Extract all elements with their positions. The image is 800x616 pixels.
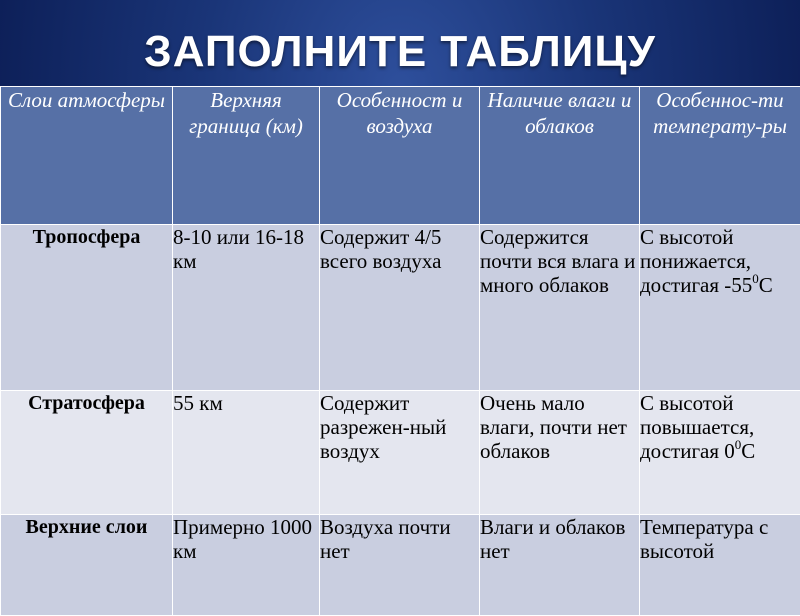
table-row [1, 225, 800, 391]
degree-superscript: 0 [735, 437, 742, 452]
header-temperature: Особеннос-ти температу-ры [640, 87, 800, 225]
air-cell: Воздуха почти нет [320, 515, 480, 616]
air-cell: Содержит 4/5 всего воздуха [320, 225, 480, 391]
atmosphere-table [0, 86, 800, 616]
moisture-cell: Содержится почти вся влага и много облаков [480, 225, 640, 391]
page-title: ЗАПОЛНИТЕ ТАБЛИЦУ [0, 18, 800, 86]
air-cell: Содержит разрежен-ный воздух [320, 391, 480, 515]
upper-boundary-cell: 55 км [173, 391, 320, 515]
layer-name: Стратосфера [1, 391, 173, 515]
table-row [1, 391, 800, 515]
upper-boundary-cell: 8-10 или 16-18 км [173, 225, 320, 391]
temperature-unit: С [759, 273, 773, 297]
table-row [1, 515, 800, 616]
temperature-text: Температура с высотой [640, 515, 768, 563]
temperature-text: С высотой повышается, достигая 0 [640, 391, 754, 463]
table-header-row [1, 87, 800, 225]
moisture-cell: Очень мало влаги, почти нет облаков [480, 391, 640, 515]
temperature-cell [640, 515, 800, 616]
header-layers: Слои атмосферы [1, 87, 173, 225]
header-moisture: Наличие влаги и облаков [480, 87, 640, 225]
temperature-cell [640, 225, 800, 391]
temperature-unit: С [741, 439, 755, 463]
temperature-text: С высотой понижается, достигая -55 [640, 225, 752, 297]
degree-superscript: 0 [752, 271, 759, 286]
upper-boundary-cell: Примерно 1000 км [173, 515, 320, 616]
layer-name: Тропосфера [1, 225, 173, 391]
temperature-cell [640, 391, 800, 515]
moisture-cell: Влаги и облаков нет [480, 515, 640, 616]
layer-name: Верхние слои [1, 515, 173, 616]
header-air-features: Особенност и воздуха [320, 87, 480, 225]
header-upper-boundary: Верхняя граница (км) [173, 87, 320, 225]
